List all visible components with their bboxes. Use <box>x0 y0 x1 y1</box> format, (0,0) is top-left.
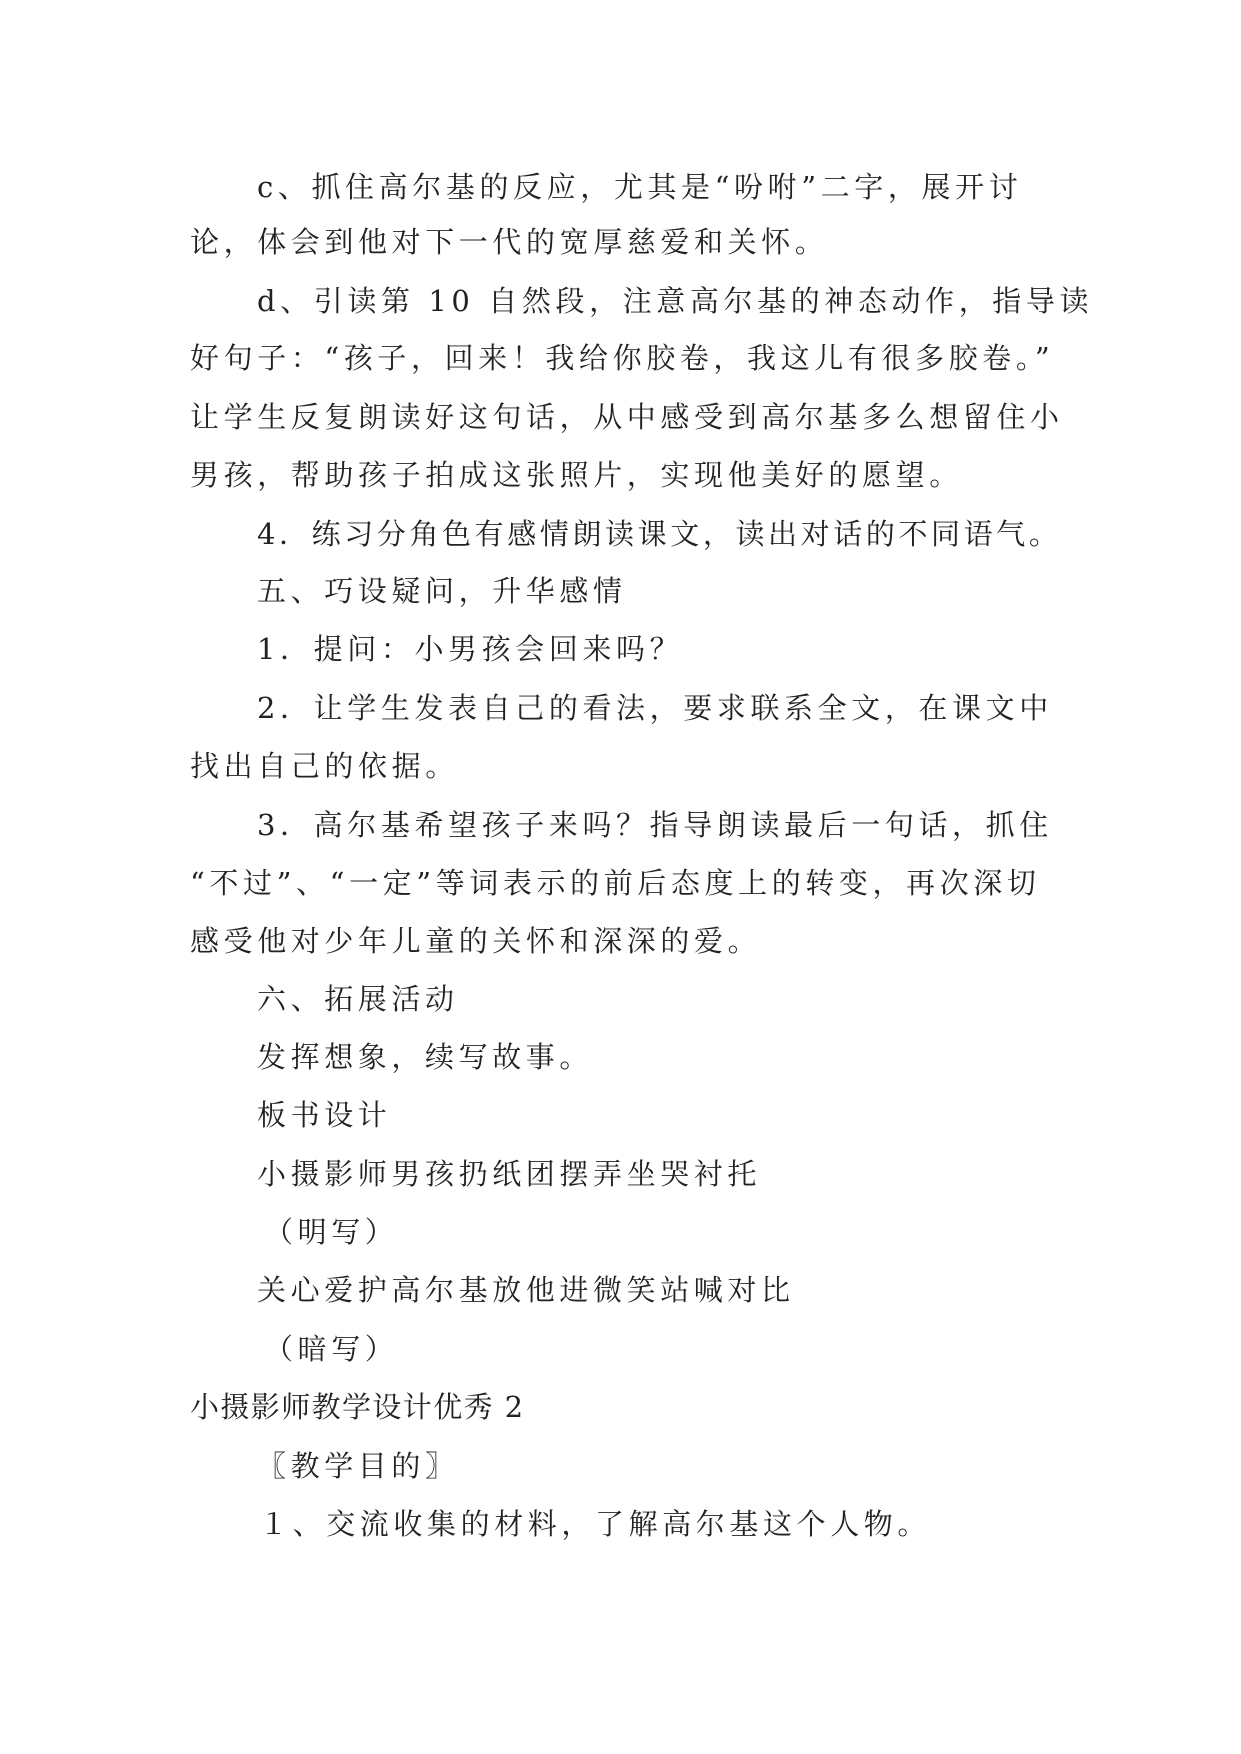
text-line: 发挥想象，续写故事。 <box>257 1040 594 1074</box>
text-line: c、抓住高尔基的反应，尤其是“吩咐”二字，展开讨 <box>257 170 1023 204</box>
text-line: “不过”、“一定”等词表示的前后态度上的转变，再次深切 <box>190 866 1041 900</box>
text-line: 关心爱护高尔基放他进微笑站喊对比 <box>257 1273 795 1307</box>
text-line: 4．练习分角色有感情朗读课文，读出对话的不同语气。 <box>257 517 1062 551</box>
document-heading: 小摄影师教学设计优秀 2 <box>190 1390 525 1424</box>
text-line: （暗写） <box>264 1332 399 1366</box>
text-line: 小摄影师男孩扔纸团摆弄坐哭衬托 <box>257 1157 762 1191</box>
section-heading: 六、拓展活动 <box>257 982 459 1016</box>
text-line: 男孩，帮助孩子拍成这张照片，实现他美好的愿望。 <box>190 458 963 492</box>
text-line: 找出自己的依据。 <box>190 749 459 783</box>
text-line: １、交流收集的材料，了解高尔基这个人物。 <box>259 1507 932 1541</box>
text-line: 好句子：“孩子，回来！我给你胶卷，我这儿有很多胶卷。” <box>190 341 1055 375</box>
text-line: 2．让学生发表自己的看法，要求联系全文，在课文中 <box>257 691 1053 725</box>
text-line: 让学生反复朗读好这句话，从中感受到高尔基多么想留住小 <box>190 400 1064 434</box>
section-heading: 五、巧设疑问，升华感情 <box>257 574 627 608</box>
text-line: d、引读第 10 自然段，注意高尔基的神态动作，指导读 <box>257 284 1094 318</box>
text-line: （明写） <box>264 1215 399 1249</box>
text-line: 论，体会到他对下一代的宽厚慈爱和关怀。 <box>190 225 829 259</box>
text-line: 感受他对少年儿童的关怀和深深的爱。 <box>190 924 762 958</box>
section-heading: 〖教学目的〗 <box>257 1449 459 1483</box>
text-line: 3．高尔基希望孩子来吗？指导朗读最后一句话，抓住 <box>257 808 1053 842</box>
section-heading: 板书设计 <box>257 1098 392 1132</box>
text-line: 1．提问：小男孩会回来吗？ <box>257 632 684 666</box>
